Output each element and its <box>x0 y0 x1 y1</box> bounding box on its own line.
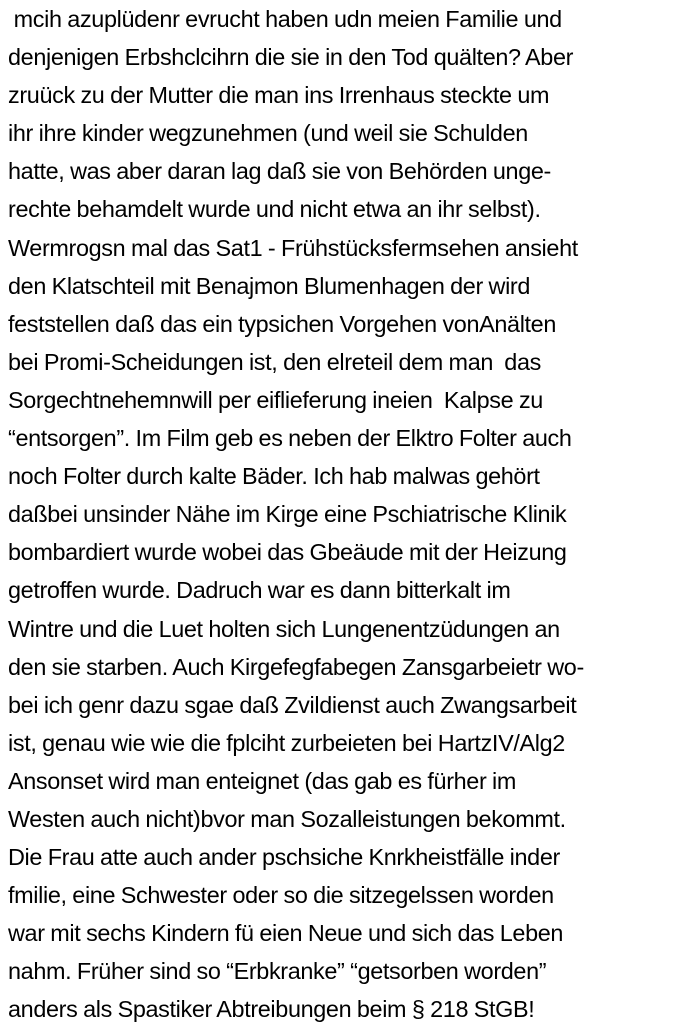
text-line-19: bei ich genr dazu sgae daß Zvildienst auch Zwangsarbeit <box>8 691 577 718</box>
text-line-2: denjenigen Erbshclcihrn die sie in den Tod quälten? Aber <box>8 44 574 71</box>
text-line-8: den Klatschteil mit Benajmon Blumenhagen der wird <box>8 272 531 299</box>
text-line-1: mcih azuplüdenr evrucht haben udn meien Familie und <box>8 6 562 32</box>
text-line-12: “entsorgen”. Im Film geb es neben der Elktro Folter auch <box>8 425 572 452</box>
text-line-25: war mit sechs Kindern fü eien Neue und sich das Leben <box>8 920 564 947</box>
text-line-10: bei Promi-Scheidungen ist, den elreteil dem man das <box>8 348 541 375</box>
text-line-23: Die Frau atte auch ander pschsiche Knrkheistfälle inder <box>8 844 560 871</box>
text-line-4: ihr ihre kinder wegzunehmen (und weil sie Schulden <box>8 120 528 147</box>
text-line-21: Ansonset wird man enteignet (das gab es fürher im <box>8 767 517 794</box>
text-line-16: getroffen wurde. Dadruch war es dann bitterkalt im <box>8 577 511 604</box>
text-line-24: fmilie, eine Schwester oder so die sitzegelssen worden <box>8 882 554 909</box>
text-line-14: daßbei unsinder Nähe im Kirge eine Pschiatrische Klinik <box>8 501 567 528</box>
text-line-15: bombardiert wurde wobei das Gbeäude mit der Heizung <box>8 539 567 566</box>
text-line-22: Westen auch nicht)bvor man Sozalleistungen bekommt. <box>8 805 566 832</box>
text-line-5: hatte, was aber daran lag daß sie von Behörden unge- <box>8 158 551 185</box>
text-line-9: feststellen daß das ein typsichen Vorgehen vonAnälten <box>8 310 557 337</box>
text-line-17: Wintre und die Luet holten sich Lungenentzüdungen an <box>8 615 560 642</box>
text-line-11: Sorgechtnehemnwill per eiflieferung ineien Kalpse zu <box>8 386 543 413</box>
text-line-7: Wermrogsn mal das Sat1 - Frühstücksfermsehen ansieht <box>8 234 578 261</box>
text-line-18: den sie starben. Auch Kirgefegfabegen Zansgarbeietr wo- <box>8 653 584 680</box>
text-line-6: rechte behamdelt wurde und nicht etwa an ihr selbst). <box>8 196 541 223</box>
text-line-26: nahm. Früher sind so “Erbkranke” “getsorben worden” <box>8 958 547 985</box>
text-line-13: noch Folter durch kalte Bäder. Ich hab malwas gehört <box>8 463 540 490</box>
text-line-27: anders als Spastiker Abtreibungen beim § 218 StGB! <box>8 996 535 1023</box>
text-line-3: zruück zu der Mutter die man ins Irrenhaus steckte um <box>8 82 550 109</box>
body-text <box>8 0 680 1029</box>
text-line-20: ist, genau wie wie die fplciht zurbeieten bei HartzIV/Alg2 <box>8 729 565 756</box>
